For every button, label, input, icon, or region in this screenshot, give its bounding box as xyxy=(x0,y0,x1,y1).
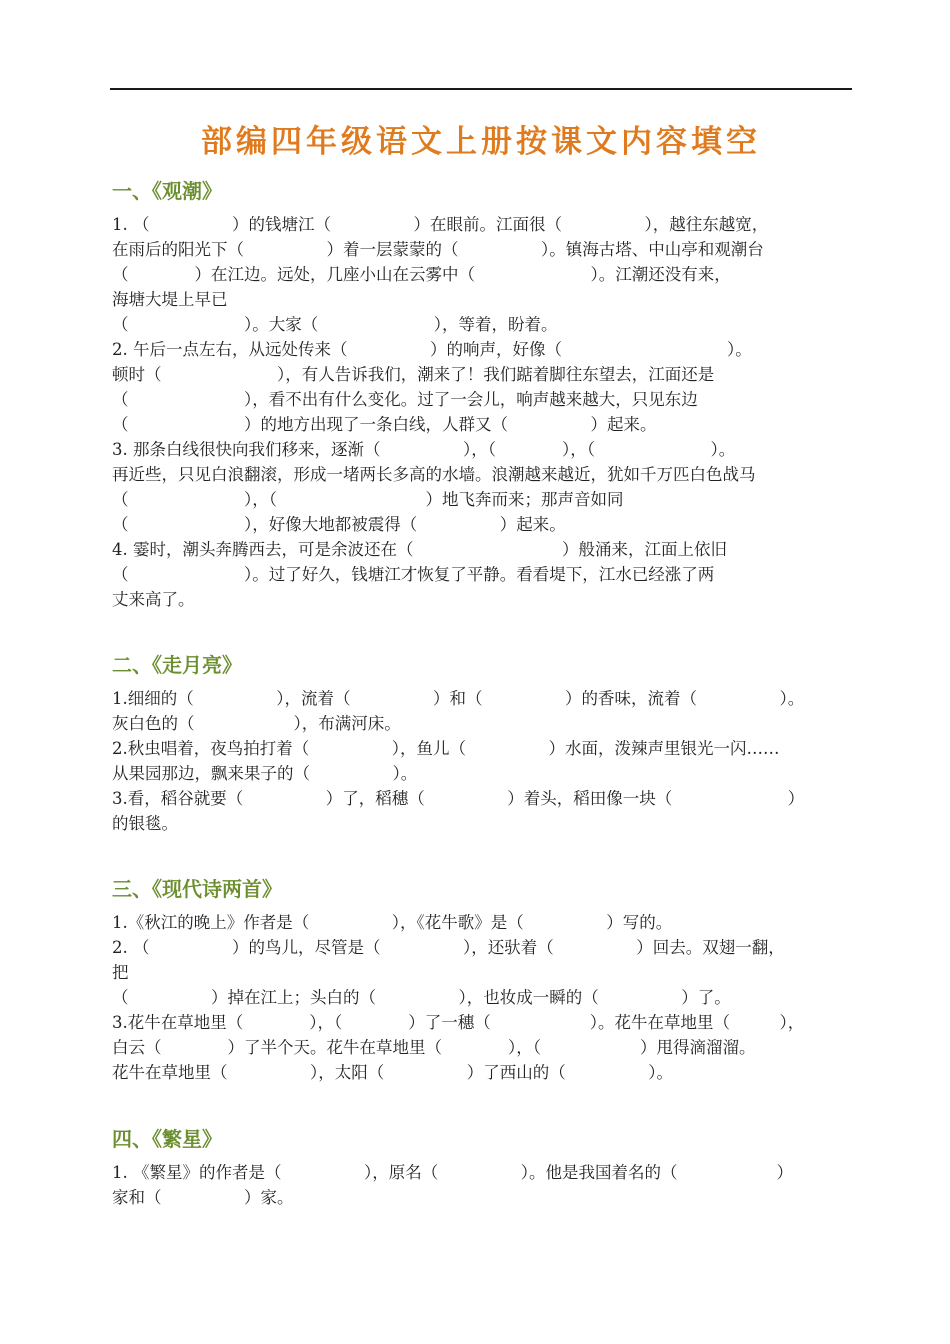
text-line: 顿时（ ），有人告诉我们，潮来了！我们踮着脚往东望去，江面还是 xyxy=(112,365,715,384)
text-line: 1. 《繁星》的作者是（ ），原名（ ）。他是我国着名的（ ） xyxy=(112,1163,793,1182)
section-xiandaishi xyxy=(112,876,852,1085)
text-line: （ ）。大家（ ），等着，盼着。 xyxy=(112,315,558,334)
text-line: 在雨后的阳光下（ ）着一层蒙蒙的（ ）。镇海古塔、中山亭和观潮台 xyxy=(112,240,764,259)
text-line: 2.秋虫唱着，夜鸟拍打着（ ），鱼儿（ ）水面，泼辣声里银光一闪…… xyxy=(112,739,780,758)
text-line: 1.细细的（ ），流着（ ）和（ ）的香味，流着（ ）。 xyxy=(112,689,805,708)
text-line: 灰白色的（ ），布满河床。 xyxy=(112,714,401,733)
text-line: （ ），看不出有什么变化。过了一会儿，响声越来越大，只见东边 xyxy=(112,390,698,409)
text-line: （ ）。过了好久，钱塘江才恢复了平静。看看堤下，江水已经涨了两 xyxy=(112,565,715,584)
text-line: （ ），好像大地都被震得（ ）起来。 xyxy=(112,515,566,534)
section-heading: 一、《观潮》 xyxy=(112,179,222,203)
text-line: 1.《秋江的晚上》作者是（ ），《花牛歌》是（ ）写的。 xyxy=(112,913,673,932)
section-body xyxy=(112,212,852,612)
document-title: 部编四年级语文上册按课文内容填空 xyxy=(201,124,761,160)
section-body xyxy=(112,910,852,1085)
text-line: 丈来高了。 xyxy=(112,590,195,609)
text-line: 2. 午后一点左右，从远处传来（ ）的响声，好像（ ）。 xyxy=(112,340,752,359)
text-line: 3. 那条白线很快向我们移来，逐渐（ ），（ ），（ ）。 xyxy=(112,440,736,459)
text-line: （ ）在江边。远处，几座小山在云雾中（ ）。江潮还没有来， xyxy=(112,265,731,284)
text-line: （ ），（ ）地飞奔而来；那声音如同 xyxy=(112,490,624,509)
text-line: 再近些，只见白浪翻滚，形成一堵两长多高的水墙。浪潮越来越近，犹如千万匹白色战马 xyxy=(112,465,756,484)
text-line: 家和（ ）家。 xyxy=(112,1188,294,1207)
text-line: 海塘大堤上早已 xyxy=(112,290,228,309)
text-line: （ ）的地方出现了一条白线，人群又（ ）起来。 xyxy=(112,415,657,434)
text-line: 4. 霎时，潮头奔腾西去，可是余波还在（ ）般涌来，江面上依旧 xyxy=(112,540,727,559)
text-line: 3.看，稻谷就要（ ）了，稻穗（ ）着头，稻田像一块（ ） xyxy=(112,789,805,808)
section-body xyxy=(112,1160,852,1210)
section-heading: 四、《繁星》 xyxy=(112,1127,222,1151)
text-line: 1. （ ）的钱塘江（ ）在眼前。江面很（ ），越往东越宽， xyxy=(112,215,769,234)
section-guanchao xyxy=(112,178,852,612)
text-line: 把 xyxy=(112,963,129,982)
text-line: 的银毯。 xyxy=(112,814,178,833)
text-line: 2. （ ）的鸟儿，尽管是（ ），还驮着（ ）回去。双翅一翻， xyxy=(112,938,785,957)
text-line: （ ）掉在江上；头白的（ ），也妆成一瞬的（ ）了。 xyxy=(112,988,731,1007)
text-line: 白云（ ）了半个天。花牛在草地里（ ），（ ）甩得滴溜溜。 xyxy=(112,1038,756,1057)
section-zouyueliang xyxy=(112,652,852,836)
text-line: 3.花牛在草地里（ ），（ ）了一穗（ ）。花牛在草地里（ ）， xyxy=(112,1013,805,1032)
section-body xyxy=(112,686,852,836)
section-heading: 二、《走月亮》 xyxy=(112,653,242,677)
text-line: 花牛在草地里（ ），太阳（ ）了西山的（ ）。 xyxy=(112,1063,673,1082)
section-heading: 三、《现代诗两首》 xyxy=(112,877,282,901)
section-fanxing xyxy=(112,1126,852,1210)
top-divider-line xyxy=(110,88,852,90)
text-line: 从果园那边，飘来果子的（ ）。 xyxy=(112,764,418,783)
